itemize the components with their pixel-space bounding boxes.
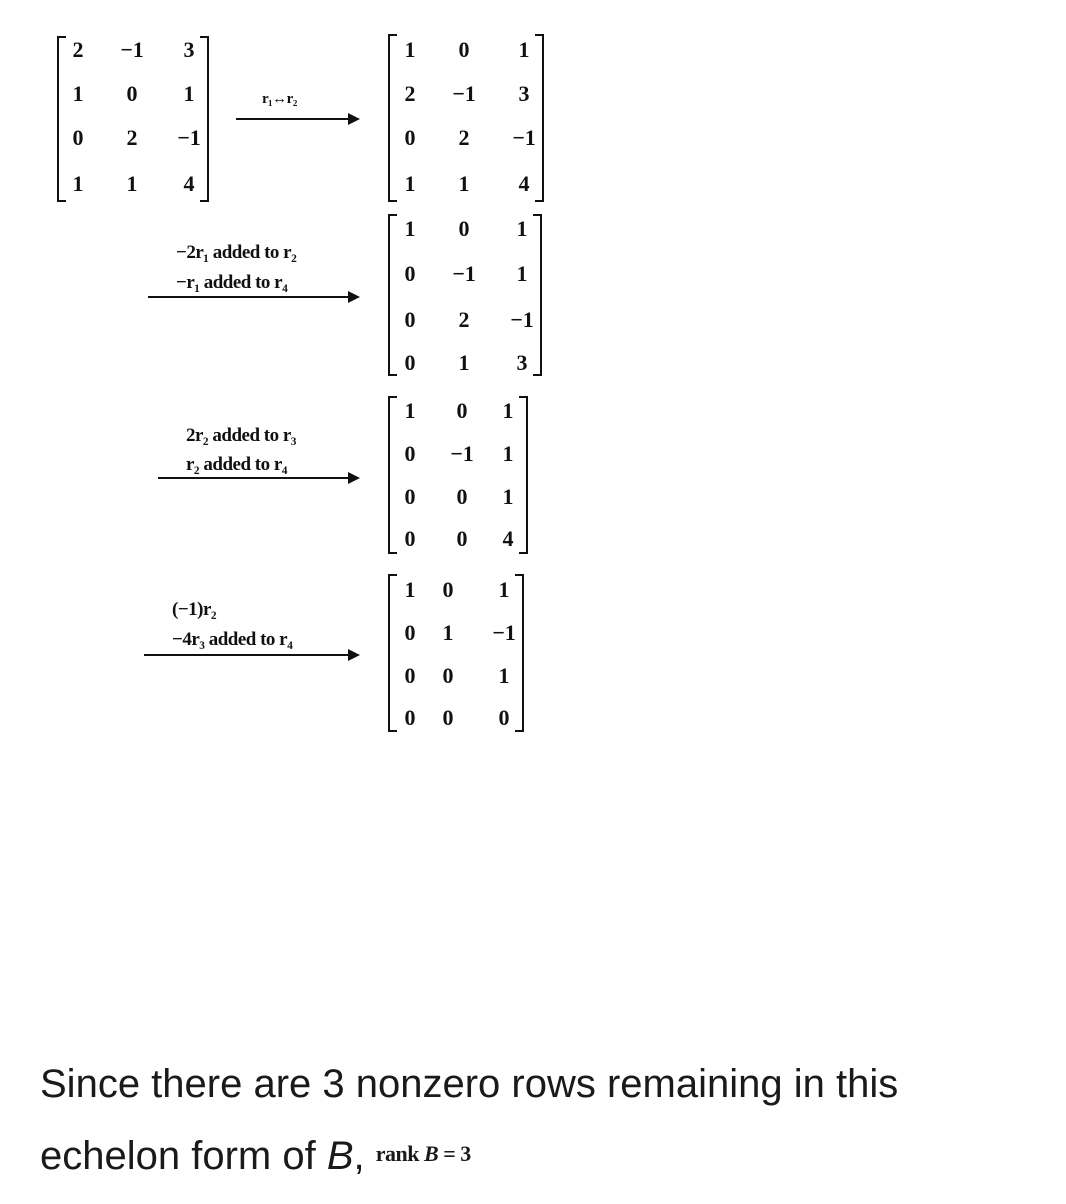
matrix-cell: 0 bbox=[456, 526, 468, 551]
matrix-cell: 1 bbox=[458, 171, 470, 196]
matrix-cell: 4 bbox=[183, 171, 195, 196]
matrix-cell: 3 bbox=[518, 81, 530, 106]
matrix-cell: 0 bbox=[456, 398, 468, 423]
matrix-step-2 bbox=[388, 214, 542, 376]
matrix-cell: 1 bbox=[502, 441, 514, 466]
matrix-cell: 0 bbox=[404, 663, 416, 688]
matrix-cell: 0 bbox=[456, 484, 468, 509]
matrix-cell: 1 bbox=[498, 577, 510, 602]
matrix-cell: 1 bbox=[183, 81, 195, 106]
matrix-cell: 0 bbox=[404, 620, 416, 645]
matrix-cell: 0 bbox=[126, 81, 138, 106]
matrix-cell: 0 bbox=[442, 663, 454, 688]
matrix-cell: 1 bbox=[502, 398, 514, 423]
rank-variable: B bbox=[424, 1141, 439, 1166]
matrix-cell: 2 bbox=[404, 81, 416, 106]
rank-word: rank bbox=[375, 1141, 425, 1166]
matrix-cell: 1 bbox=[404, 398, 416, 423]
matrix-cell: 4 bbox=[518, 171, 530, 196]
matrix-cell: 0 bbox=[72, 125, 84, 150]
matrix-cell: 0 bbox=[404, 705, 416, 730]
matrix-cell: 1 bbox=[442, 620, 454, 645]
matrix-cell: 0 bbox=[404, 261, 416, 286]
matrix-cell: 0 bbox=[442, 705, 454, 730]
conclusion-line-2 bbox=[40, 1120, 1040, 1192]
matrix-cell: 0 bbox=[404, 125, 416, 150]
matrix-cell: 0 bbox=[404, 484, 416, 509]
matrix-cell: −1 bbox=[452, 81, 476, 106]
matrix-cell: 1 bbox=[498, 663, 510, 688]
matrix-cell: 0 bbox=[404, 350, 416, 375]
matrix-cell: 2 bbox=[72, 37, 84, 62]
row-operation-label: r₁↔r₂ bbox=[262, 91, 297, 107]
row-operation-label: −2r₁ added to r₂ bbox=[176, 242, 297, 263]
row-operation-label: −r₁ added to r₄ bbox=[176, 272, 288, 293]
matrix-cell: 0 bbox=[404, 526, 416, 551]
matrix-cell: 1 bbox=[516, 261, 528, 286]
matrix-cell: 1 bbox=[458, 350, 470, 375]
matrix-cell: −1 bbox=[120, 37, 144, 62]
matrix-cell: 1 bbox=[518, 37, 530, 62]
matrix-cell: 3 bbox=[183, 37, 195, 62]
matrix-original bbox=[57, 36, 209, 202]
matrix-cell: 0 bbox=[404, 307, 416, 332]
matrix-cell: 1 bbox=[502, 484, 514, 509]
arrow-icon bbox=[144, 654, 358, 656]
matrix-cell: 0 bbox=[458, 37, 470, 62]
matrix-variable: B bbox=[326, 1134, 354, 1178]
matrix-cell: 2 bbox=[126, 125, 138, 150]
conclusion-line-1: Since there are 3 nonzero rows remaining in this bbox=[40, 1062, 899, 1106]
matrix-cell: 1 bbox=[72, 171, 84, 196]
matrix-cell: −1 bbox=[450, 441, 474, 466]
matrix-cell: 1 bbox=[404, 216, 416, 241]
matrix-cell: −1 bbox=[492, 620, 516, 645]
row-operation-label: −4r₃ added to r₄ bbox=[172, 629, 293, 650]
matrix-cell: 1 bbox=[72, 81, 84, 106]
matrix-cell: 0 bbox=[498, 705, 510, 730]
matrix-cell: 0 bbox=[458, 216, 470, 241]
matrix-cell: −1 bbox=[452, 261, 476, 286]
matrix-cell: 3 bbox=[516, 350, 528, 375]
matrix-cell: 1 bbox=[516, 216, 528, 241]
conclusion-text bbox=[40, 1048, 1040, 1192]
matrix-cell: 1 bbox=[404, 171, 416, 196]
row-operation-label: r₂ added to r₄ bbox=[186, 454, 287, 475]
matrix-cell: 4 bbox=[502, 526, 514, 551]
matrix-cell: −1 bbox=[512, 125, 536, 150]
rank-value: = 3 bbox=[438, 1141, 471, 1166]
matrix-cell: 1 bbox=[404, 37, 416, 62]
arrow-icon bbox=[148, 296, 358, 298]
conclusion-prefix: echelon form of bbox=[40, 1134, 327, 1178]
rank-statement bbox=[376, 1141, 471, 1166]
matrix-cell: −1 bbox=[510, 307, 534, 332]
arrow-icon bbox=[236, 118, 358, 120]
row-operation-label: (−1)r₂ bbox=[172, 599, 217, 620]
row-operation-label: 2r₂ added to r₃ bbox=[186, 425, 296, 446]
matrix-cell: −1 bbox=[177, 125, 201, 150]
matrix-cell: 2 bbox=[458, 307, 470, 332]
matrix-cell: 1 bbox=[126, 171, 138, 196]
matrix-cell: 1 bbox=[404, 577, 416, 602]
matrix-cell: 0 bbox=[404, 441, 416, 466]
matrix-echelon-form bbox=[388, 574, 524, 732]
matrix-cell: 0 bbox=[442, 577, 454, 602]
matrix-step-1 bbox=[388, 34, 544, 202]
matrix-step-3 bbox=[388, 396, 528, 554]
matrix-cell: 2 bbox=[458, 125, 470, 150]
arrow-icon bbox=[158, 477, 358, 479]
comma: , bbox=[353, 1134, 365, 1178]
